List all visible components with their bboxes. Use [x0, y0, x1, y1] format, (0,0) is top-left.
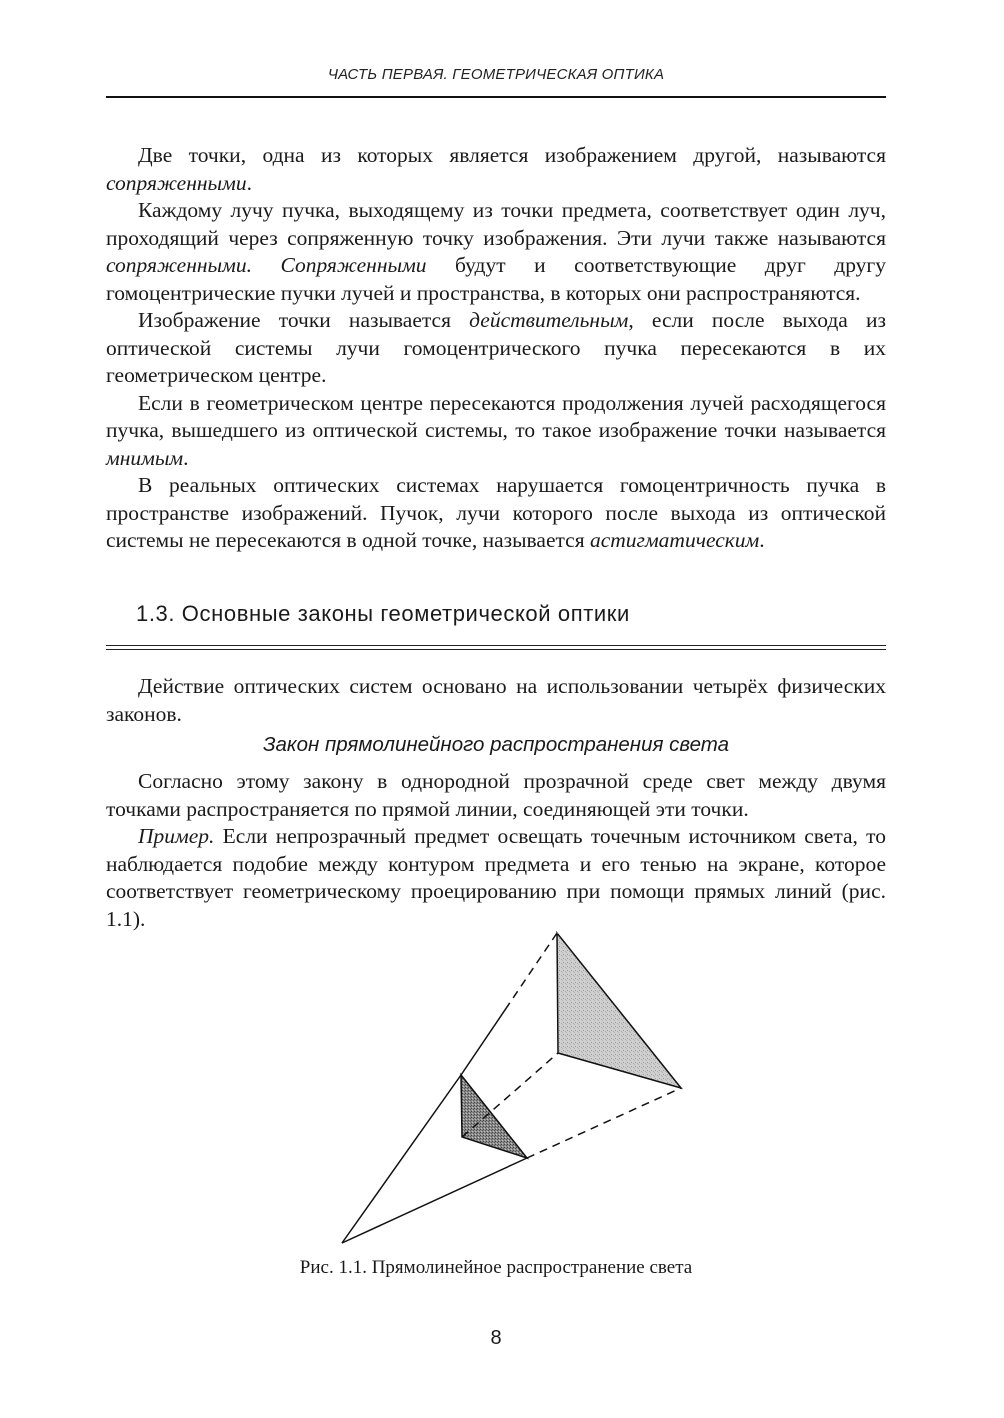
paragraph: Если в геометрическом центре пересекаются продолжения лучей расходящегося пучка, вышедшего из оптической системы, то такое изображение точки называется мнимым. — [106, 390, 886, 470]
paragraph: Пример. Если непрозрачный предмет освещать точечным источником света, то наблюдается подобие между контуром предмета и его тенью на экране, которое соответствует геометрическому проецированию при помощи прямых линий (рис. 1.1). — [106, 824, 886, 931]
projection-bottom — [527, 1088, 681, 1158]
paragraph: В реальных оптических системах нарушается гомоцентричность пучка в пространстве изображений. Пучок, лучи которого после выхода из оптической системы не пересекаются в одной точке, называется астигматическим. — [106, 473, 886, 552]
paragraph: Согласно этому закону в однородной прозрачной среде свет между двумя точками распространяется по прямой линии, соединяющей эти точки. — [106, 769, 886, 821]
running-head: ЧАСТЬ ПЕРВАЯ. ГЕОМЕТРИЧЕСКАЯ ОПТИКА — [327, 66, 665, 83]
shadow-triangle — [557, 933, 681, 1088]
paragraph: Действие оптических систем основано на использовании четырёх физических законов. — [106, 674, 886, 726]
subheading: Закон прямолинейного распространения света — [262, 733, 730, 756]
header-rule — [106, 96, 886, 98]
page-number: 8 — [490, 1327, 502, 1349]
section-title: 1.3. Основные законы геометрической оптики — [136, 601, 630, 626]
paragraph: Две точки, одна из которых является изображением другой, называются сопряженными. — [106, 143, 886, 195]
text-block-law — [106, 768, 886, 933]
paragraph: Каждому лучу пучка, выходящему из точки предмета, соответствует один луч, проходящий через сопряженную точку изображения. Эти лучи также называются сопряженными. Сопряженными будут и соответствующие друг другу гомоцентрические пучки лучей и пространства, в которых они распространяются. — [106, 198, 886, 305]
text-block-intro — [106, 673, 886, 728]
section-rule-top — [106, 645, 886, 646]
figure-caption: Рис. 1.1. Прямолинейное распространение света — [299, 1257, 693, 1278]
section-rule-bottom — [106, 649, 886, 650]
text-block-conjugate — [106, 142, 886, 555]
ray-to-bottom-vertex — [342, 1158, 527, 1243]
ray-to-top-vertex — [342, 1075, 461, 1243]
figure-straight-propagation — [330, 925, 700, 1250]
paragraph: Изображение точки называется действительным, если после выхода из оптической системы лучи гомоцентрического пучка пересекаются в их геометрическом центре. — [106, 308, 886, 387]
object-triangle — [461, 1075, 527, 1158]
